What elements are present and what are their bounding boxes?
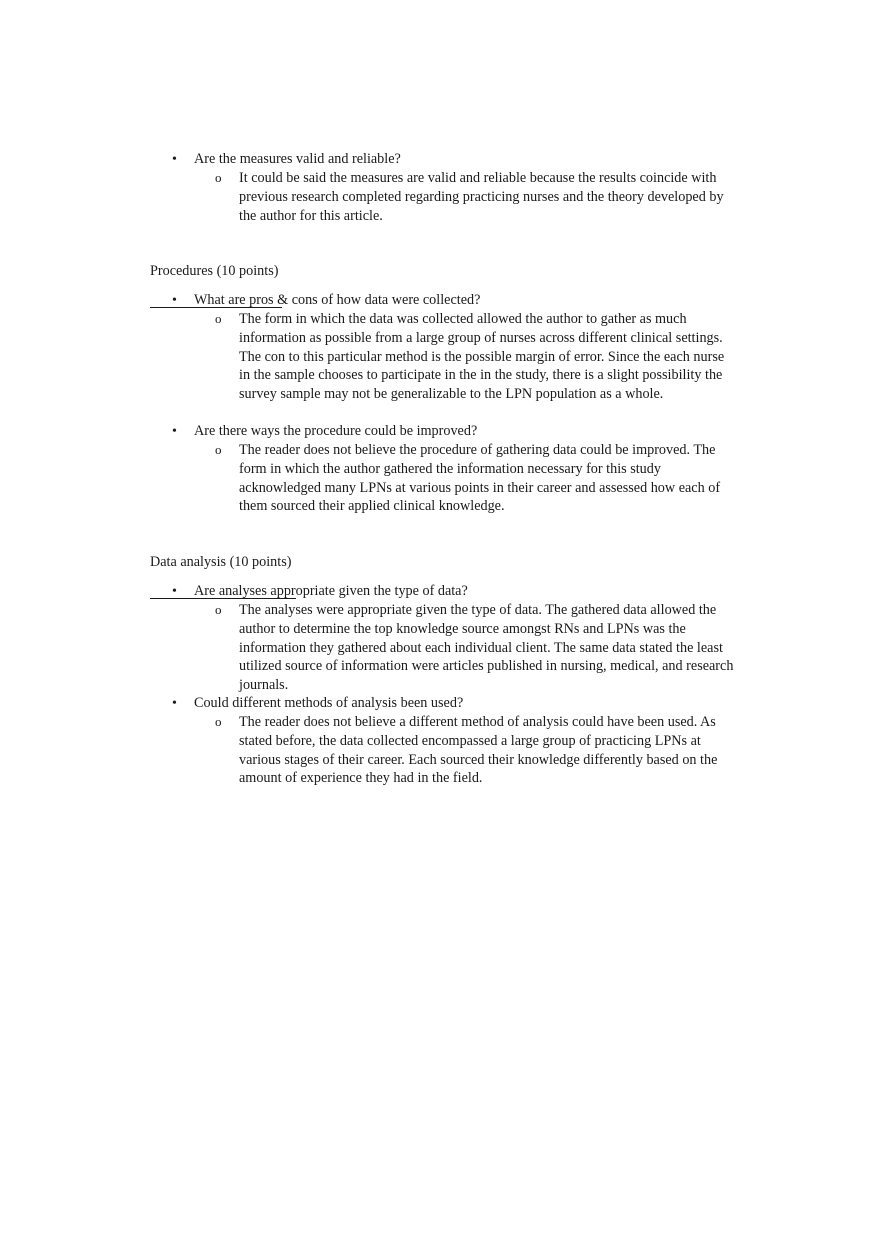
answer-text: It could be said the measures are valid and reliable because the results coincide with previous research completed regarding practicing nurses and the theory developed by the author for this article.: [239, 170, 724, 224]
bullet-marker: •: [172, 424, 177, 439]
answer-text: The analyses were appropriate given the type of data. The gathered data allowed the author to determine the top knowledge source amongst RNs and LPNs was the information they gathered about each individual client. The same data stated the least utilized source of information were articles published in nursing, medical, and research journals.: [239, 602, 734, 694]
answer-text: The reader does not believe the procedure of gathering data could be improved. The form in which the author gathered the information necessary for this study acknowledged many LPNs at various points in their career and assessed how each of them sourced their applied clinical knowledge.: [239, 442, 721, 515]
question-text: What are pros & cons of how data were collected?: [194, 292, 481, 308]
bullet-marker: •: [172, 584, 177, 599]
sub-bullet-item: [215, 601, 735, 695]
answer-text: The reader does not believe a different method of analysis could have been used. As stated before, the data collected encompassed a large group of practicing LPNs at various stages of their career. Each sourced their knowledge differently based on the amount of experience they had in the field.: [239, 714, 718, 787]
question-text: Are the measures valid and reliable?: [194, 151, 401, 167]
answer-text: The form in which the data was collected allowed the author to gather as much information as possible from a large group of nurses across different clinical settings. The con to this particular method is the possible margin of error. Since the each nurse in the sample chooses to participate in the in the study, there is a slight possibility the survey sample may not be generalizable to the LPN population as a whole.: [239, 311, 725, 403]
question-text: Are analyses appropriate given the type of data?: [194, 583, 468, 599]
sub-bullet-item: [215, 713, 735, 788]
sub-bullet-item: [215, 441, 735, 516]
sub-bullet-marker: o: [215, 170, 222, 185]
bullet-marker: •: [172, 152, 177, 167]
section-heading-data-analysis: Data analysis (10 points): [150, 554, 292, 570]
sub-bullet-item: [215, 310, 735, 404]
bullet-marker: •: [172, 293, 177, 308]
section-heading-procedures: Procedures (10 points): [150, 263, 279, 279]
sub-bullet-marker: o: [215, 602, 222, 617]
sub-bullet-marker: o: [215, 714, 222, 729]
question-text: Could different methods of analysis been used?: [194, 695, 464, 711]
sub-bullet-marker: o: [215, 311, 222, 326]
question-text: Are there ways the procedure could be improved?: [194, 423, 478, 439]
sub-bullet-marker: o: [215, 442, 222, 457]
bullet-marker: •: [172, 696, 177, 711]
sub-bullet-item: [215, 169, 735, 225]
